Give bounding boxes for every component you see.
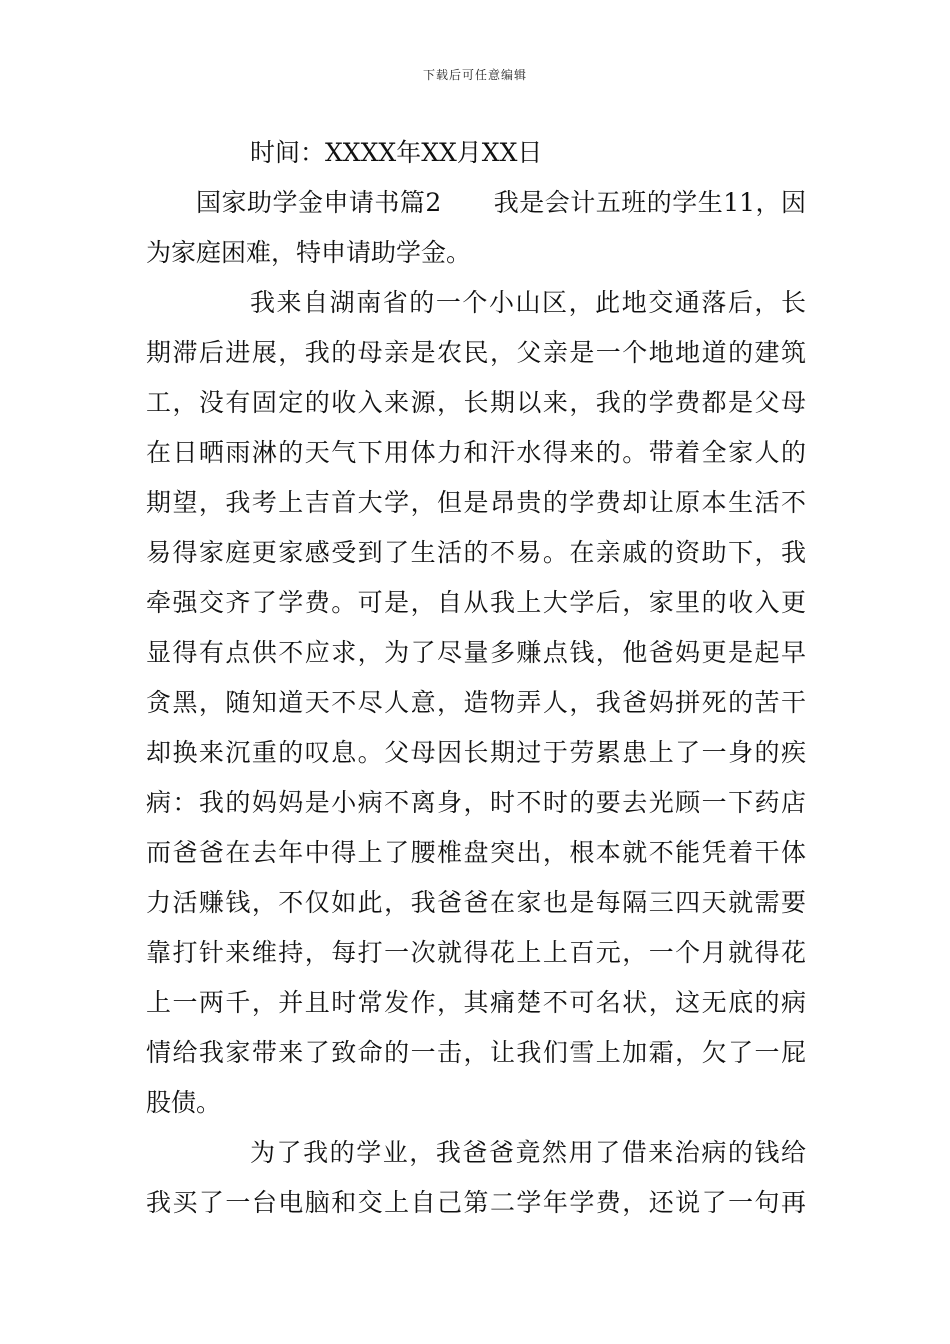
paragraph-2 bbox=[146, 1128, 806, 1228]
paragraph-line: 期望，我考上吉首大学，但是昂贵的学费却让原本生活不 bbox=[146, 488, 806, 517]
paragraph-line: 易得家庭更家感受到了生活的不易。在亲戚的资助下，我 bbox=[146, 538, 806, 567]
intro-line-continued: 为家庭困难，特申请助学金。 bbox=[146, 238, 472, 267]
paragraph-line: 而爸爸在去年中得上了腰椎盘突出，根本就不能凭着干体 bbox=[146, 838, 806, 867]
paragraph-line: 显得有点供不应求，为了尽量多赚点钱，他爸妈更是起早 bbox=[146, 638, 806, 667]
paragraph-line: 靠打针来维持，每打一次就得花上上百元，一个月就得花 bbox=[146, 938, 806, 967]
paragraph-line: 上一两千，并且时常发作，其痛楚不可名状，这无底的病 bbox=[146, 988, 806, 1017]
paragraph-line: 牵强交齐了学费。可是，自从我上大学后，家里的收入更 bbox=[146, 588, 806, 617]
section-title: 国家助学金申请书篇2 bbox=[196, 188, 442, 217]
paragraph-line: 病：我的妈妈是小病不离身，时不时的要去光顾一下药店 bbox=[146, 788, 806, 817]
document-body bbox=[146, 128, 806, 1228]
paragraph-line: 为了我的学业，我爸爸竟然用了借来治病的钱给 bbox=[250, 1138, 806, 1167]
paragraph-line: 贪黑，随知道天不尽人意，造物弄人，我爸妈拼死的苦干 bbox=[146, 688, 806, 717]
paragraph-line: 我买了一台电脑和交上自己第二学年学费，还说了一句再 bbox=[146, 1188, 806, 1217]
paragraph-line: 我来自湖南省的一个小山区，此地交通落后，长 bbox=[250, 288, 806, 317]
intro-line bbox=[146, 178, 806, 228]
paragraph-line: 工，没有固定的收入来源，长期以来，我的学费都是父母 bbox=[146, 388, 806, 417]
page-header-note: 下载后可任意编辑 bbox=[422, 68, 527, 82]
paragraph-line: 期滞后进展，我的母亲是农民，父亲是一个地地道的建筑 bbox=[146, 338, 806, 367]
intro-text: 我是会计五班的学生11，因 bbox=[493, 188, 806, 217]
paragraph-line: 情给我家带来了致命的一击，让我们雪上加霜，欠了一屁 bbox=[146, 1038, 806, 1067]
date-line: 时间：XXXX年XX月XX日 bbox=[250, 138, 543, 167]
paragraph-line: 力活赚钱，不仅如此，我爸爸在家也是每隔三四天就需要 bbox=[146, 888, 806, 917]
paragraph-line: 却换来沉重的叹息。父母因长期过于劳累患上了一身的疾 bbox=[146, 738, 806, 767]
paragraph-line: 在日晒雨淋的天气下用体力和汗水得来的。带着全家人的 bbox=[146, 438, 806, 467]
paragraph-1 bbox=[146, 278, 806, 1128]
paragraph-line: 股债。 bbox=[146, 1088, 222, 1117]
